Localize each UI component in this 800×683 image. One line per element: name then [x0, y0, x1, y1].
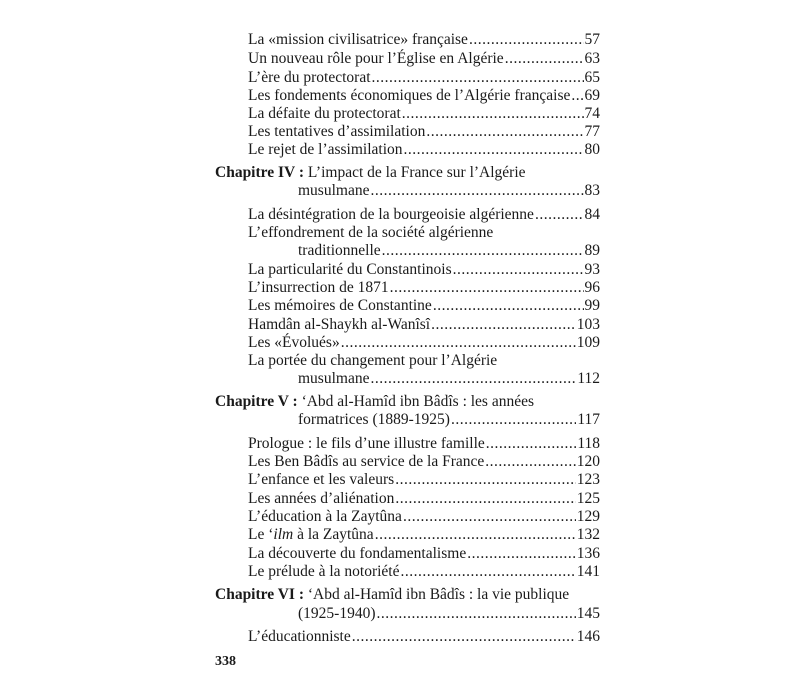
leader-dots — [467, 545, 576, 563]
toc-entry — [248, 526, 600, 544]
toc-entry-label: Prologue : le fils d’une illustre famille — [248, 435, 485, 452]
toc-entry — [248, 545, 600, 563]
chapter-prefix: Chapitre V : — [215, 393, 298, 410]
toc-entry-page: 77 — [584, 123, 600, 140]
toc-entry — [248, 490, 600, 508]
leader-dots — [400, 563, 575, 581]
toc-entry-label: Les «Évolués» — [248, 334, 340, 351]
toc-entry-label: La portée du changement pour l’Algérie — [248, 352, 498, 369]
chapter-page: 83 — [584, 182, 600, 199]
toc-entry-page: 146 — [576, 628, 600, 645]
toc-entry — [248, 334, 600, 352]
toc-entry — [248, 471, 600, 489]
toc-entry-page: 123 — [576, 471, 600, 488]
toc-entry — [248, 316, 600, 334]
toc-entry-page: 112 — [577, 370, 600, 387]
toc-entry-page: 120 — [576, 453, 600, 470]
toc-entry-page: 136 — [576, 545, 600, 562]
toc-entry — [248, 206, 600, 224]
toc-entry-label: Le rejet de l’assimilation — [248, 141, 403, 158]
toc-entry-page: 96 — [584, 279, 600, 296]
toc-entry-page: 125 — [576, 490, 600, 507]
leader-dots — [390, 279, 584, 297]
toc-entry — [248, 279, 600, 297]
toc-entry — [248, 224, 600, 242]
toc-entry-page: 93 — [584, 261, 600, 278]
toc-entry-continued — [298, 370, 600, 388]
toc-entry-label: Les fondements économiques de l’Algérie française — [248, 87, 571, 104]
chapter-heading — [215, 586, 569, 604]
leader-dots — [571, 87, 583, 105]
toc-entry-page: 89 — [584, 242, 600, 259]
label-pre: Le ‘ — [248, 526, 274, 543]
toc-entry-label: La découverte du fondamentalisme — [248, 545, 467, 562]
chapter-heading — [215, 164, 526, 182]
chapter-title-continued — [298, 605, 600, 623]
leader-dots — [370, 182, 583, 200]
toc-entry-label: Les mémoires de Constantine — [248, 297, 432, 314]
toc-entry-label — [248, 526, 374, 544]
label-post: à la Zaytûna — [293, 526, 374, 543]
toc-entry-page: 109 — [576, 334, 600, 351]
chapter-title-continued — [298, 182, 600, 200]
toc-entry-page: 99 — [584, 297, 600, 314]
toc-entry-label: Le prélude à la notoriété — [248, 563, 400, 580]
toc-entry-page: 74 — [584, 105, 600, 122]
toc-entry-label: Un nouveau rôle pour l’Église en Algérie — [248, 50, 504, 67]
leader-dots — [431, 316, 576, 334]
toc-entry-page: 118 — [577, 435, 600, 452]
toc-entry-page: 65 — [584, 69, 600, 86]
toc-entry-label: L’éducation à la Zaytûna — [248, 508, 402, 525]
toc-entry — [248, 31, 600, 49]
leader-dots — [469, 31, 584, 49]
toc-entry-page: 63 — [584, 50, 600, 67]
leader-dots — [486, 435, 577, 453]
toc-entry-label-line2: traditionnelle — [298, 242, 381, 259]
toc-entry-continued — [298, 242, 600, 260]
leader-dots — [505, 50, 584, 68]
toc-entry — [248, 141, 600, 159]
chapter-heading — [215, 393, 534, 411]
toc-entry-page: 80 — [584, 141, 600, 158]
toc-entry — [248, 123, 600, 141]
toc-entry-page: 129 — [576, 508, 600, 525]
toc-entry-label: L’insurrection de 1871 — [248, 279, 389, 296]
leader-dots — [377, 605, 576, 623]
toc-entry-page: 132 — [576, 526, 600, 543]
chapter-title-line2: (1925-1940) — [298, 605, 376, 622]
leader-dots — [451, 411, 576, 429]
leader-dots — [395, 490, 575, 508]
toc-entry-label: La particularité du Constantinois — [248, 261, 452, 278]
chapter-title-line2: formatrices (1889-1925) — [298, 411, 450, 428]
toc-entry — [248, 435, 600, 453]
leader-dots — [426, 123, 583, 141]
toc-entry-label: Les tentatives d’assimilation — [248, 123, 426, 140]
toc-entry-label: Les Ben Bâdîs au service de la France — [248, 453, 485, 470]
toc-entry-label: Les années d’aliénation — [248, 490, 395, 507]
toc-entry-page: 57 — [584, 31, 600, 48]
toc-entry-page: 103 — [576, 316, 600, 333]
toc-entry — [248, 453, 600, 471]
toc-entry — [248, 50, 600, 68]
chapter-prefix: Chapitre IV : — [215, 164, 304, 181]
toc-entry — [248, 508, 600, 526]
toc-entry — [248, 69, 600, 87]
leader-dots — [382, 242, 584, 260]
leader-dots — [485, 453, 575, 471]
toc-entry — [248, 87, 600, 105]
leader-dots — [402, 105, 584, 123]
chapter-title: ‘Abd al-Hamîd ibn Bâdîs : les années — [297, 393, 535, 410]
label-italic: ilm — [273, 526, 294, 543]
toc-entry-page: 69 — [584, 87, 600, 104]
chapter-title-continued — [298, 411, 600, 429]
chapter-page: 117 — [577, 411, 600, 428]
leader-dots — [375, 526, 576, 544]
toc-entry-label: L’ère du protectorat — [248, 69, 371, 86]
toc-entry-label: L’effondrement de la société algérienne — [248, 224, 494, 241]
toc-entry — [248, 352, 600, 370]
toc-entry — [248, 563, 600, 581]
page-number: 338 — [215, 654, 236, 669]
toc-entry — [248, 628, 600, 646]
toc-entry-label: Hamdân al-Shaykh al-Wanîsî — [248, 316, 431, 333]
toc-entry-label: L’enfance et les valeurs — [248, 471, 395, 488]
toc-entry-label: L’éducationniste — [248, 628, 351, 645]
chapter-prefix: Chapitre VI : — [215, 586, 304, 603]
leader-dots — [341, 334, 576, 352]
leader-dots — [403, 508, 576, 526]
leader-dots — [404, 141, 584, 159]
leader-dots — [372, 69, 584, 87]
leader-dots — [453, 261, 584, 279]
toc-entry-label-line2: musulmane — [298, 370, 370, 387]
chapter-page: 145 — [576, 605, 600, 622]
toc-entry-label: La désintégration de la bourgeoisie algérienne — [248, 206, 534, 223]
toc-entry-page: 84 — [584, 206, 600, 223]
leader-dots — [395, 471, 576, 489]
toc-entry — [248, 105, 600, 123]
leader-dots — [352, 628, 576, 646]
toc-entry-label: La «mission civilisatrice» française — [248, 31, 468, 48]
chapter-title: ‘Abd al-Hamîd ibn Bâdîs : la vie publique — [304, 586, 570, 603]
toc-entry — [248, 297, 600, 315]
chapter-title: L’impact de la France sur l’Algérie — [304, 164, 526, 181]
toc-entry-page: 141 — [576, 563, 600, 580]
toc-entry-label: La défaite du protectorat — [248, 105, 401, 122]
toc-entry — [248, 261, 600, 279]
chapter-title-line2: musulmane — [298, 182, 370, 199]
leader-dots — [535, 206, 584, 224]
leader-dots — [433, 297, 584, 315]
leader-dots — [370, 370, 576, 388]
